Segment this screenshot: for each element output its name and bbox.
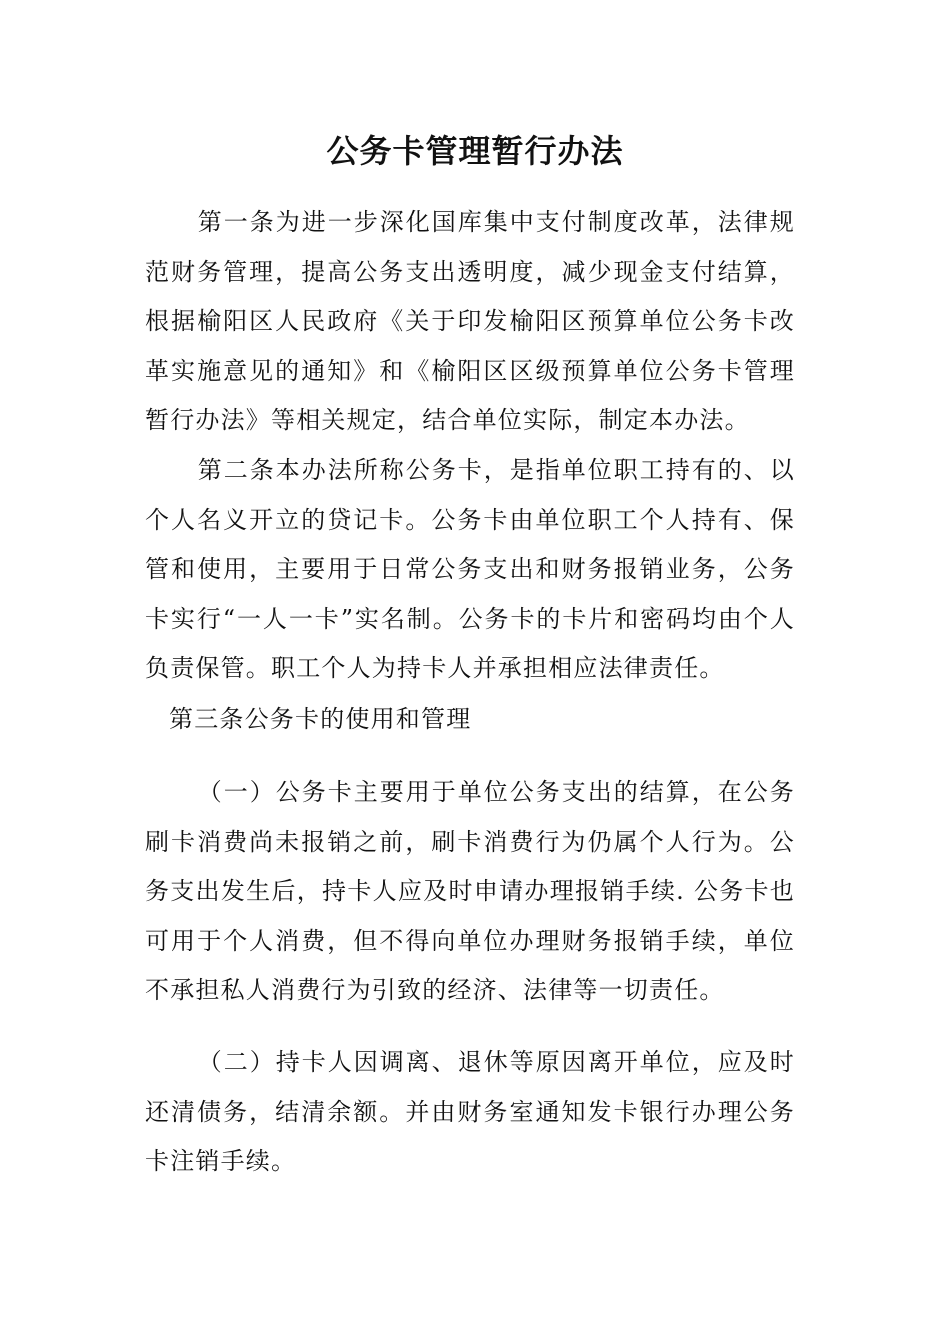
article-2-label: 第二条 — [197, 456, 276, 484]
article-3 — [145, 695, 795, 745]
item-2: （二）持卡人因调离、退休等原因离开单位，应及时还清债务，结清余额。并由财务室通知发卡银行办理公务卡注销手续。 — [145, 1048, 795, 1175]
article-2 — [145, 446, 795, 694]
article-1-label: 第一条 — [197, 208, 276, 236]
article-3-label: 第三条 — [169, 705, 245, 733]
article-1 — [145, 198, 795, 446]
item-1: （一）公务卡主要用于单位公务支出的结算，在公务刷卡消费尚未报销之前，刷卡消费行为仍属个人行为。公务支出发生后，持卡人应及时申请办理报销手续. 公务卡也可用于个人消费，但不得向单位办理财务报销手续，单位不承担私人消费行为引致的经济、法律等一切责任。 — [145, 778, 795, 1004]
document-title: 公务卡管理暂行办法 — [326, 132, 624, 170]
article-2-text: 本办法所称公务卡，是指单位职工持有的、以个人名义开立的贷记卡。公务卡由单位职工个人持有、保管和使用，主要用于日常公务支出和财务报销业务，公务卡实行“一人一卡”实名制。公务卡的卡片和密码均由个人负责保管。职工个人为持卡人并承担相应法律责任。 — [145, 456, 795, 682]
article-1-text: 为进一步深化国库集中支付制度改革，法律规范财务管理，提高公务支出透明度，减少现金支付结算，根据榆阳区人民政府《关于印发榆阳区预算单位公务卡改革实施意见的通知》和《榆阳区区级预算单位公务卡管理暂行办法》等相关规定，结合单位实际，制定本办法。 — [145, 208, 795, 434]
article-3-text: 公务卡的使用和管理 — [244, 705, 472, 733]
